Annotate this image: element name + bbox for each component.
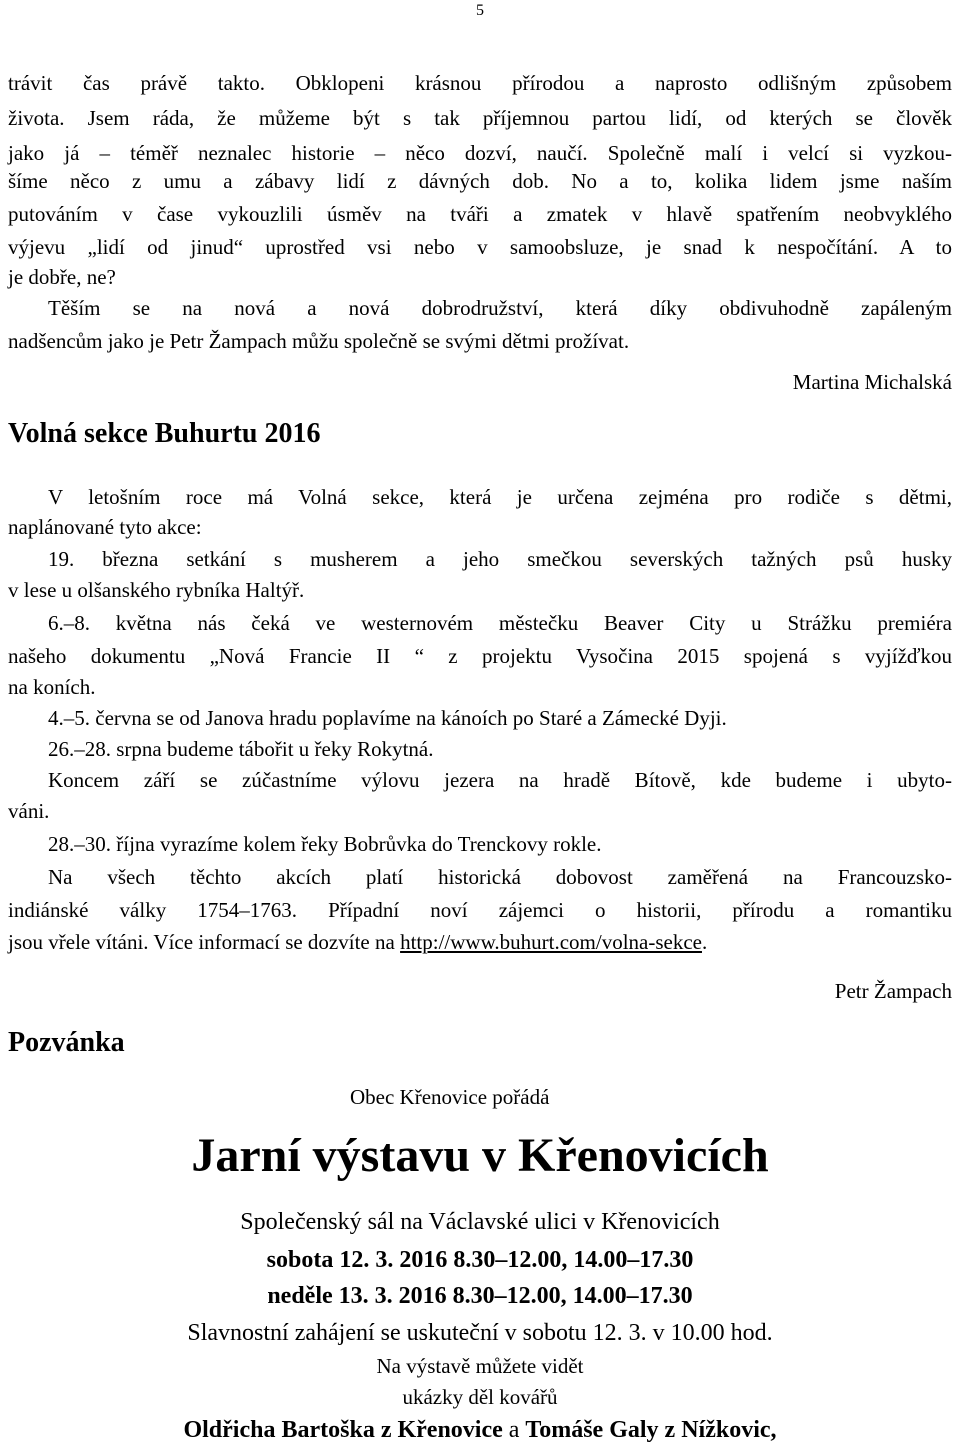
article-paragraph-line: putováním v čase vykouzlili úsměv na tváři a zmatek v hlavě spatřením neobvyklého (8, 202, 952, 226)
article-paragraph-line: trávit čas právě takto. Obklopeni krásnou přírodou a naprosto odlišným způsobem (8, 71, 952, 95)
poster-opening: Slavnostní zahájení se uskuteční v sobotu 12. 3. v 10.00 hod. (187, 1320, 773, 1346)
volna-sekce-link[interactable]: http://www.buhurt.com/volna-sekce (400, 930, 702, 954)
article-paragraph-line (8, 928, 952, 956)
article-paragraph-line: života. Jsem ráda, že můžeme být s tak příjemnou partou lidí, od kterých se člověk (8, 106, 952, 130)
article-author: Martina Michalská (792, 370, 952, 394)
paragraph-text: . (701, 930, 708, 954)
article-paragraph-line: Na všech těchto akcích platí historická dobovost zaměřená na Francouzsko- (48, 865, 952, 889)
poster-title: Jarní výstavu v Křenovicích (191, 1129, 769, 1182)
article-paragraph-line: 28.–30. října vyrazíme kolem řeky Bobrůvka do Trenckovy rokle. (48, 832, 602, 856)
article-paragraph-line: je dobře, ne? (8, 265, 116, 289)
poster-organizer: Obec Křenovice pořádá (350, 1085, 550, 1109)
poster-smiths (0, 1414, 960, 1446)
article-paragraph-line: 26.–28. srpna budeme tábořit u řeky Rokytná. (48, 737, 434, 761)
section-heading: Pozvánka (8, 1027, 125, 1058)
article-paragraph-line: našeho dokumentu „Nová Francie II “ z projektu Vysočina 2015 spojená s vyjížďkou (8, 644, 952, 668)
article-paragraph-line: Koncem září se zúčastníme výlovu jezera na hradě Bítově, kde budeme i ubyto- (48, 768, 952, 792)
article-paragraph-line: šíme něco z umu a zábavy lidí z dávných dob. No a to, kolika lidem jsme naším (8, 169, 952, 193)
article-paragraph-line: výjevu „lidí od jinud“ uprostřed vsi nebo v samoobsluze, je snad k nespočítání. A to (8, 235, 952, 259)
conjunction: a (502, 1417, 526, 1443)
article-paragraph-line: jako já – téměř neznalec historie – něco dozví, naučí. Společně malí i velcí si vyzkou- (8, 141, 952, 165)
article-paragraph-line: Těším se na nová a nová dobrodružství, která díky obdivuhodně zapáleným (48, 296, 952, 320)
article-paragraph-line: 4.–5. června se od Janova hradu poplavíme na kánoích po Staré a Zámecké Dyji. (48, 706, 727, 730)
poster-date-sunday: neděle 13. 3. 2016 8.30–12.00, 14.00–17.30 (267, 1283, 693, 1309)
smith-name: Oldřicha Bartoška z Křenovice (183, 1417, 503, 1443)
article-paragraph-line: V letošním roce má Volná sekce, která je určena zejména pro rodiče s dětmi, (48, 485, 952, 509)
section-heading: Volná sekce Buhurtu 2016 (8, 418, 321, 449)
article-paragraph-line: 6.–8. května nás čeká ve westernovém městečku Beaver City u Strážku premiéra (48, 611, 952, 635)
article-author: Petr Žampach (834, 979, 952, 1003)
page-number: 5 (476, 2, 484, 19)
article-paragraph-line: na koních. (8, 675, 96, 699)
poster-text: ukázky děl kovářů (402, 1385, 558, 1409)
article-paragraph-line: 19. března setkání s musherem a jeho smečkou severských tažných psů husky (48, 547, 952, 571)
article-paragraph-line: nadšencům jako je Petr Žampach můžu společně se svými dětmi prožívat. (8, 329, 630, 353)
article-paragraph-line: váni. (8, 799, 50, 823)
article-paragraph-line: naplánované tyto akce: (8, 515, 202, 539)
poster-venue: Společenský sál na Václavské ulici v Křenovicích (240, 1209, 720, 1235)
smith-name: Tomáše Galy z Nížkovic, (525, 1417, 777, 1443)
article-paragraph-line: indiánské války 1754–1763. Případní noví zájemci o historii, přírodu a romantiku (8, 898, 952, 922)
poster-text: Na výstavě můžete vidět (376, 1354, 584, 1378)
paragraph-text: jsou vřele vítáni. Více informací se dozvíte na (8, 930, 401, 954)
article-paragraph-line: v lese u olšanského rybníka Haltýř. (8, 578, 305, 602)
poster-date-saturday: sobota 12. 3. 2016 8.30–12.00, 14.00–17.30 (266, 1247, 694, 1273)
